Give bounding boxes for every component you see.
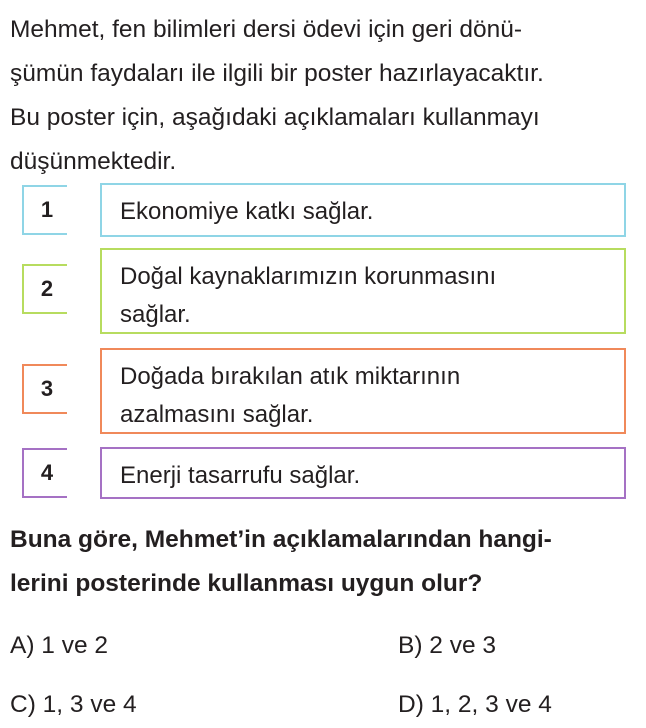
option-c[interactable]: C) 1, 3 ve 4 (10, 691, 137, 718)
statement-text-box (100, 183, 626, 237)
statement-number-box (22, 264, 72, 314)
statement-number-box (22, 364, 72, 414)
statement-text-box (100, 447, 626, 499)
statement-number: 3 (40, 376, 54, 401)
statement-1 (22, 183, 626, 237)
intro-line: düşünmektedir. (10, 148, 177, 175)
statement-number-box (22, 185, 72, 235)
statement-number: 4 (40, 460, 54, 485)
statement-text-line: Ekonomiye katkı sağlar. (120, 198, 374, 225)
statement-text-line: sağlar. (120, 301, 191, 328)
statement-4 (22, 447, 626, 499)
question-text (10, 518, 640, 606)
statement-number-box (22, 448, 72, 498)
statement-text-line: Doğal kaynaklarımızın korunmasını (120, 263, 497, 290)
statement-number: 2 (40, 276, 54, 301)
statement-text-line: Enerji tasarrufu sağlar. (120, 462, 361, 489)
option-b[interactable]: B) 2 ve 3 (398, 632, 497, 659)
question-line: Buna göre, Mehmet’in açıklamalarından hangi- (10, 526, 552, 553)
statement-3 (22, 348, 626, 434)
statement-text-box (100, 248, 626, 334)
statement-text-box (100, 348, 626, 434)
intro-line: Mehmet, fen bilimleri dersi ödevi için geri dönü- (10, 16, 522, 43)
statement-text-line: azalmasını sağlar. (120, 401, 314, 428)
intro-line: şümün faydaları ile ilgili bir poster hazırlayacaktır. (10, 60, 544, 87)
statement-text-line: Doğada bırakılan atık miktarının (120, 363, 461, 390)
option-a[interactable]: A) 1 ve 2 (10, 632, 109, 659)
statement-2 (22, 248, 626, 334)
option-d[interactable]: D) 1, 2, 3 ve 4 (398, 691, 552, 718)
statement-number: 1 (40, 197, 54, 222)
intro-paragraph (10, 8, 638, 184)
intro-line: Bu poster için, aşağıdaki açıklamaları kullanmayı (10, 104, 540, 131)
question-line: lerini posterinde kullanması uygun olur? (10, 570, 483, 597)
